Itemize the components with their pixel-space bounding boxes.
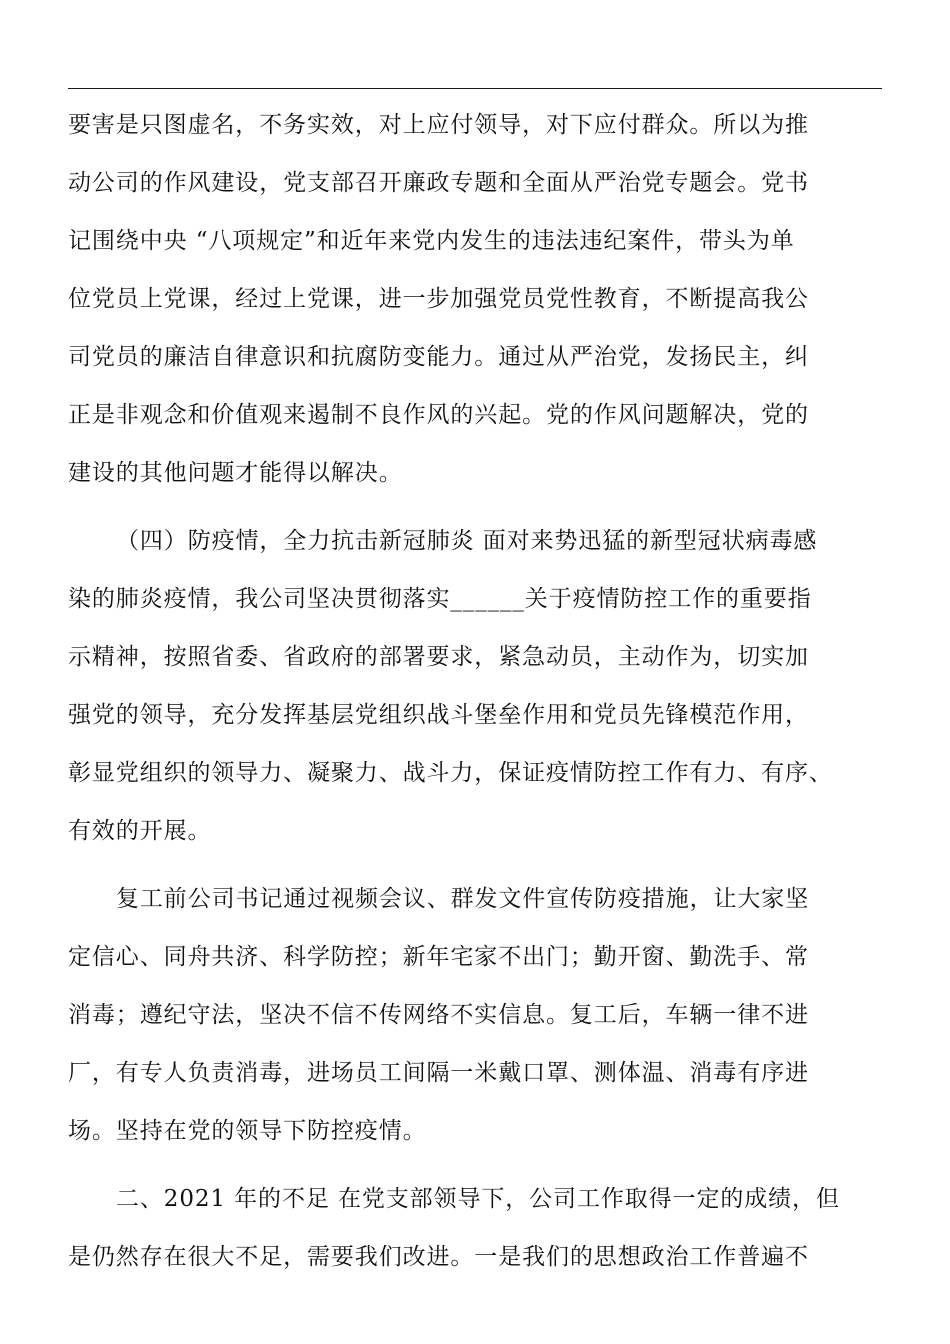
text-line: 要害是只图虚名，不务实效，对上应付领导，对下应付群众。所以为推 [68,112,809,138]
paragraph-shortcomings [68,1188,898,1304]
text-line: 有效的开展。 [68,818,212,844]
paragraph-resumption [68,888,898,1178]
text-line: 建设的其他问题才能得以解决。 [68,460,403,486]
text-line: 二、2021 年的不足 在党支部领导下，公司工作取得一定的成绩，但 [116,1186,840,1212]
text-line: 定信心、同舟共济、科学防控；新年宅家不出门；勤开窗、勤洗手、常 [68,944,809,970]
text-line: 示精神，按照省委、省政府的部署要求，紧急动员，主动作为，切实加 [68,644,809,670]
text-line: 场。坚持在党的领导下防控疫情。 [68,1118,427,1144]
header-rule [68,88,882,89]
text-line: 位党员上党课，经过上党课，进一步加强党员党性教育，不断提高我公 [68,286,809,312]
text-line: 记围绕中央 “八项规定”和近年来党内发生的违法违纪案件，带头为单 [68,228,795,254]
text-line: （四）防疫情，全力抗击新冠肺炎 面对来势迅猛的新型冠状病毒感 [116,528,818,554]
text-line: 正是非观念和价值观来遏制不良作风的兴起。党的作风问题解决，党的 [68,402,809,428]
text-line: 厂，有专人负责消毒，进场员工间隔一米戴口罩、测体温、消毒有序进 [68,1060,809,1086]
text-line: 彰显党组织的领导力、凝聚力、战斗力，保证疫情防控工作有力、有序、 [68,760,833,786]
text-line: 强党的领导，充分发挥基层党组织战斗堡垒作用和党员先锋模范作用， [68,702,809,728]
paragraph-epidemic-prevention [68,530,898,878]
text-line: 染的肺炎疫情，我公司坚决贯彻落实______关于疫情防控工作的重要指 [68,586,812,612]
text-line: 司党员的廉洁自律意识和抗腐防变能力。通过从严治党，发扬民主，纠 [68,344,809,370]
text-line: 是仍然存在很大不足，需要我们改进。一是我们的思想政治工作普遍不 [68,1244,809,1270]
paragraph-continuation [68,114,898,520]
text-line: 消毒；遵纪守法，坚决不信不传网络不实信息。复工后，车辆一律不进 [68,1002,809,1028]
text-line: 动公司的作风建设，党支部召开廉政专题和全面从严治党专题会。党书 [68,170,809,196]
text-line: 复工前公司书记通过视频会议、群发文件宣传防疫措施，让大家坚 [116,886,810,912]
body-text [68,114,898,1304]
